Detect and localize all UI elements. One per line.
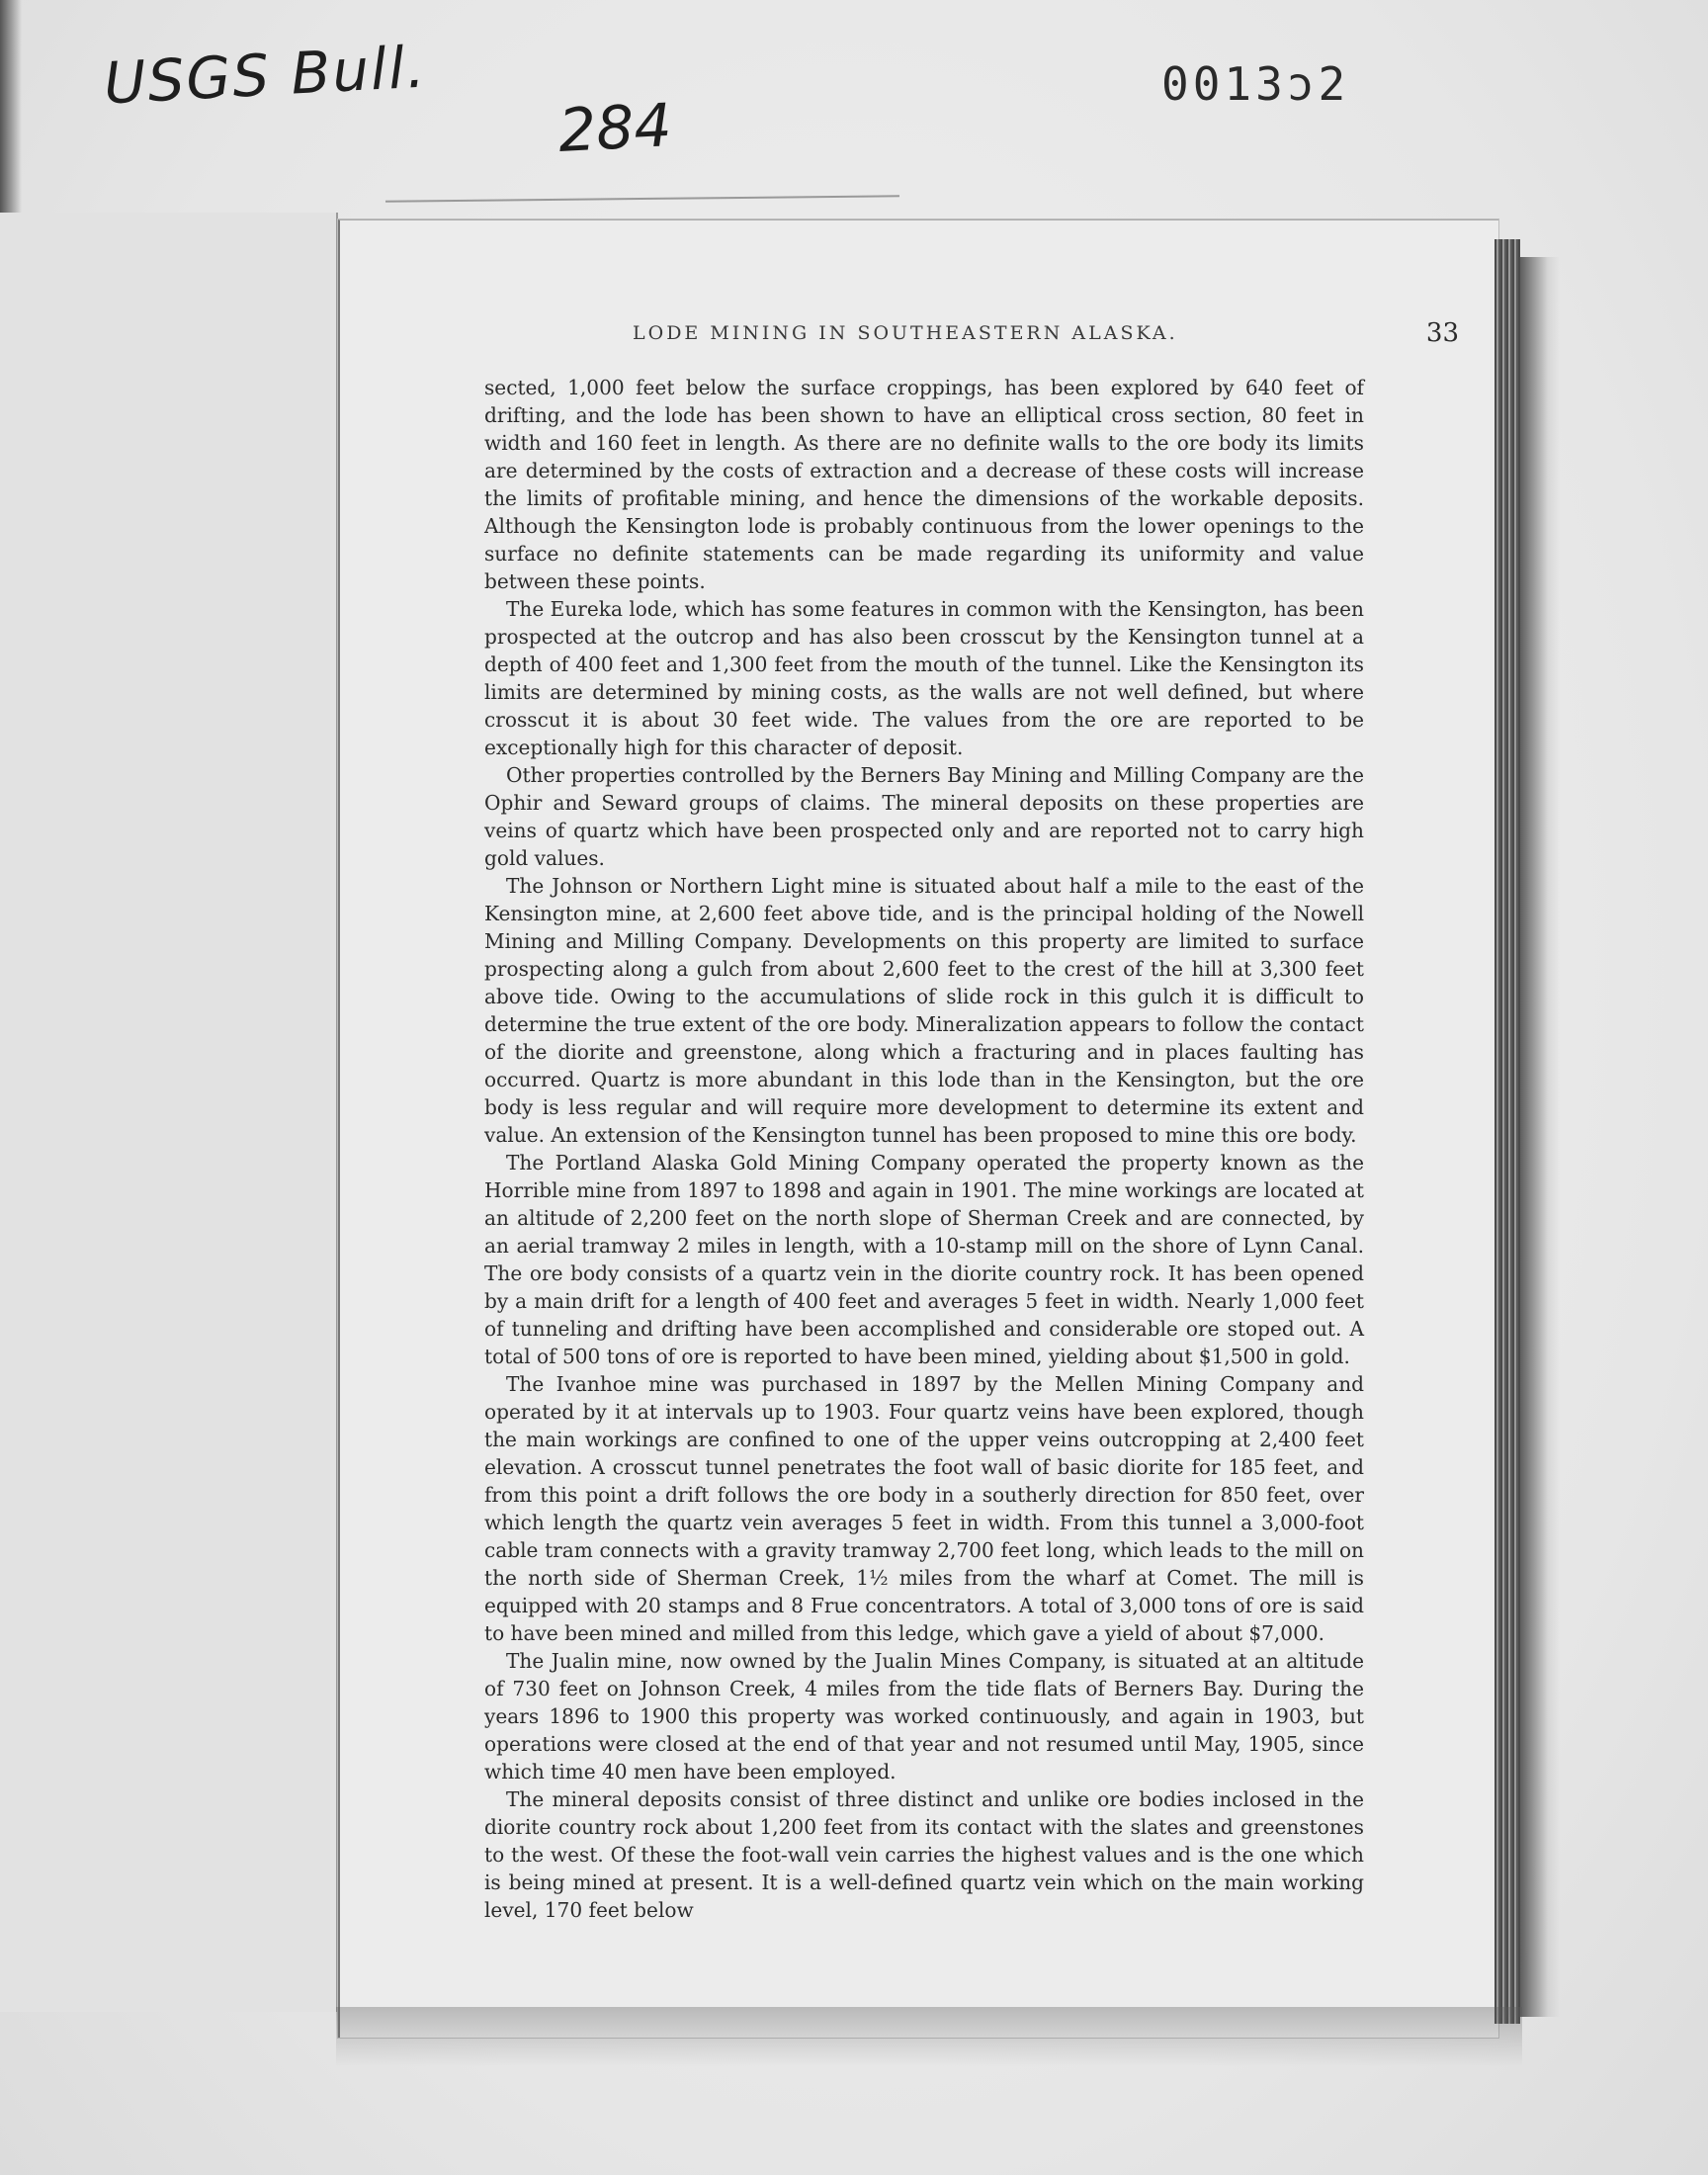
facing-page-edge xyxy=(0,213,338,2012)
paragraph: The mineral deposits consist of three distinct and unlike ore bodies inclosed in the diorite country rock about 1,200 feet from its contact with the slates and greenstones to the west. Of these the foot-wall vein carries the highest values and is the one which is being mined at present. It is a well-defined quartz vein which on the main working level, 170 feet below xyxy=(484,1787,1364,1922)
paragraph: The Ivanhoe mine was purchased in 1897 by the Mellen Mining Company and operated by it at intervals up to 1903. Four quartz veins have been explored, though the main workings are confined to one of the upper veins outcropping at 2,400 feet elevation. A crosscut tunnel penetrates the foot wall of basic diorite for 185 feet, and from this point a drift follows the ore body in a southerly direction for 850 feet, over which length the quartz vein averages 5 feet in width. From this tunnel a 3,000-foot cable tram connects with a gravity tramway 2,700 feet long, which leads to the mill on the north side of Sherman Creek, 1½ miles from the wharf at Comet. The mill is equipped with 20 stamps and 8 Frue concentrators. A total of 3,000 tons of ore is said to have been mined and milled from this ledge, which gave a yield of about $7,000. xyxy=(484,1372,1364,1645)
stamped-number: 0013ɔ2 xyxy=(1161,57,1350,111)
page-stack-edge xyxy=(1494,239,1520,2024)
paragraph: sected, 1,000 feet below the surface croppings, has been explored by 640 feet of drifting, and the lode has been shown to have an elliptical cross section, 80 feet in width and 160 feet in length. As there are no definite walls to the ore body its limits are determined by the costs of extraction and a decrease of these costs will increase the limits of profitable mining, and hence the dimensions of the workable deposits. Although the Kensington lode is probably continuous from the lower openings to the surface no definite statements can be made regarding its uniformity and value between these points. xyxy=(484,376,1364,593)
handwritten-number: 284 xyxy=(556,91,674,166)
page-bottom-shadow xyxy=(336,2007,1522,2066)
paragraph: The Jualin mine, now owned by the Jualin Mines Company, is situated at an altitude of 730 feet on Johnson Creek, 4 miles from the tide flats of Berners Bay. During the years 1896 to 1900 this property was worked continuously, and again in 1903, but operations were closed at the end of that year and not resumed until May, 1905, since which time 40 men have been employed. xyxy=(484,1649,1364,1784)
paragraph: The Portland Alaska Gold Mining Company operated the property known as the Horrible mine from 1897 to 1898 and again in 1901. The mine workings are located at an altitude of 2,200 feet on the north slope of Sherman Creek and are connected, by an aerial tramway 2 miles in length, with a 10-stamp mill on the shore of Lynn Canal. The ore body consists of a quartz vein in the diorite country rock. It has been opened by a main drift for a length of 400 feet and averages 5 feet in width. Nearly 1,000 feet of tunneling and drifting have been accomplished and considerable ore stoped out. A total of 500 tons of ore is reported to have been mined, yielding about $1,500 in gold. xyxy=(484,1151,1364,1368)
body-text xyxy=(484,374,1364,1924)
page-stack-shadow xyxy=(1520,257,1560,2017)
page-number: 33 xyxy=(1425,318,1459,348)
running-head xyxy=(484,318,1473,358)
running-title: LODE MINING IN SOUTHEASTERN ALASKA. xyxy=(633,322,1178,344)
paragraph: The Eureka lode, which has some features in common with the Kensington, has been prospected at the outcrop and has also been crosscut by the Kensington tunnel at a depth of 400 feet and 1,300 feet from the mouth of the tunnel. Like the Kensington its limits are determined by mining costs, as the walls are not well defined, but where crosscut it is about 30 feet wide. The values from the ore are reported to be exceptionally high for this character of deposit. xyxy=(484,597,1364,759)
paragraph: Other properties controlled by the Berners Bay Mining and Milling Company are the Ophir and Seward groups of claims. The mineral deposits on these properties are veins of quartz which have been prospected only and are reported not to carry high gold values. xyxy=(484,763,1364,870)
paragraph: The Johnson or Northern Light mine is situated about half a mile to the east of the Kensington mine, at 2,600 feet above tide, and is the principal holding of the Nowell Mining and Milling Company. Developments on this property are limited to surface prospecting along a gulch from about 2,600 feet to the crest of the hill at 3,300 feet above tide. Owing to the accumulations of slide rock in this gulch it is difficult to determine the true extent of the ore body. Mineralization appears to follow the contact of the diorite and greenstone, along which a fracturing and in places faulting has occurred. Quartz is more abundant in this lode than in the Kensington, but the ore body is less regular and will require more development to determine its extent and value. An extension of the Kensington tunnel has been proposed to mine this ore body. xyxy=(484,874,1364,1147)
handwritten-reference: USGS Bull. xyxy=(102,33,429,118)
